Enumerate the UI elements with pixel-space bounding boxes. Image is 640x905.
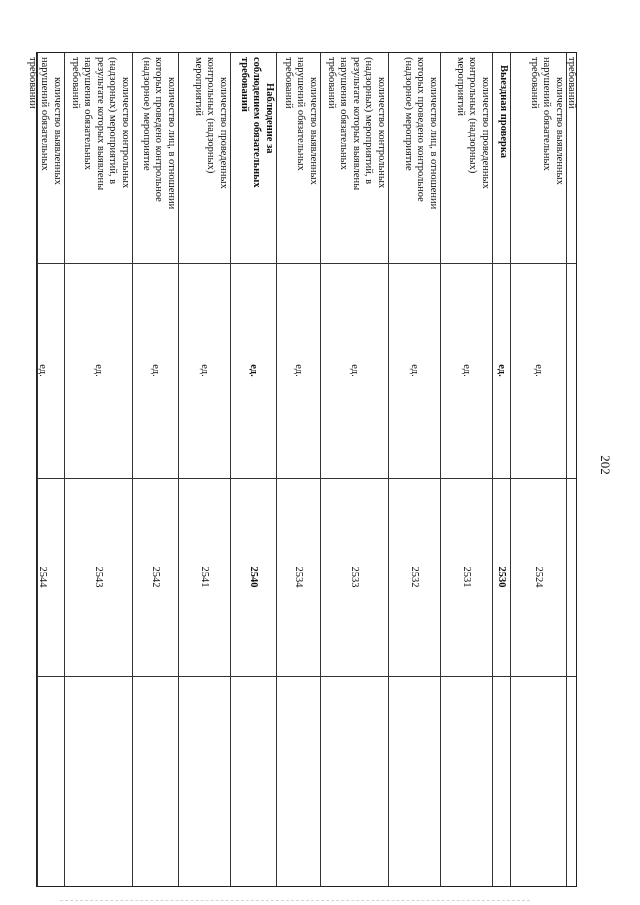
row-label-line: количество выявленных — [52, 77, 63, 185]
row-code: 2541 — [199, 566, 210, 588]
table-row — [178, 53, 230, 888]
row-label-line: количество контрольных — [120, 77, 131, 189]
row-unit: ед. — [93, 364, 104, 377]
row-unit: ед. — [533, 364, 544, 377]
table-row — [388, 53, 440, 888]
row-label-line: требований — [528, 57, 540, 109]
row-label-line: нарушения обязательных — [338, 57, 350, 170]
row-label-line: нарушений обязательных — [39, 57, 51, 171]
page-number — [585, 430, 625, 500]
row-label-line: мероприятий — [192, 57, 204, 116]
row-code: 2524 — [533, 566, 544, 588]
row-label-line: требований — [238, 57, 250, 112]
row-label-line: требований — [325, 57, 337, 109]
row-label-line: результате которых выявлены — [94, 57, 106, 191]
row-label — [237, 57, 275, 261]
row-code: 2532 — [409, 566, 420, 588]
row-label-line: количество контрольных — [376, 77, 387, 189]
row-label-line: которых проведено контрольное — [415, 57, 427, 202]
row-label-line: мероприятий — [454, 57, 466, 116]
row-label — [564, 57, 577, 261]
row-label-line: Наблюдение за — [264, 83, 275, 154]
row-unit: ед. — [293, 364, 304, 377]
row-label-line: количество лиц, в отношении — [428, 77, 439, 210]
row-label-line: контрольных (надзорных) — [467, 57, 479, 174]
table-row — [440, 53, 492, 888]
row-label — [324, 57, 387, 261]
row-code: 2533 — [349, 566, 360, 588]
row-label — [191, 57, 229, 261]
row-label-line: которых проведено контрольное — [153, 57, 165, 202]
row-label — [281, 57, 319, 261]
row-label-line: Выездная проверка — [498, 65, 509, 158]
row-label-line: количество выявленных — [554, 77, 565, 185]
table-row — [566, 53, 578, 888]
table-row — [132, 53, 178, 888]
row-unit: ед. — [409, 364, 420, 377]
row-code: 2534 — [293, 566, 304, 588]
row-code: 2544 — [37, 566, 48, 588]
row-label-line: требований — [566, 57, 577, 109]
row-unit: ед. — [150, 364, 161, 377]
table-row — [510, 53, 566, 888]
scan-artifact-line — [60, 900, 530, 901]
row-label-line: (надзорное) мероприятие — [140, 57, 152, 171]
row-label-line: количество проведенных — [480, 77, 491, 189]
row-code: 2531 — [461, 566, 472, 588]
row-label-line: требований — [26, 57, 38, 109]
row-label-line: (надзорных) мероприятий, в — [363, 57, 375, 185]
row-label-line: нарушения обязательных — [82, 57, 94, 170]
row-label-line: количество выявленных — [308, 77, 319, 185]
row-label-line: количество проведенных — [218, 77, 229, 189]
row-label-line: контрольных (надзорных) — [205, 57, 217, 174]
statistics-table — [26, 52, 577, 887]
row-code: 2540 — [248, 566, 259, 588]
row-unit: ед. — [37, 364, 48, 377]
row-unit: ед. — [248, 364, 259, 377]
row-unit: ед. — [496, 364, 507, 377]
table-row — [276, 53, 320, 888]
row-label-line: нарушений обязательных — [295, 57, 307, 171]
table-row — [492, 53, 510, 888]
row-label — [68, 57, 131, 261]
table-row — [20, 53, 64, 888]
row-unit: ед. — [461, 364, 472, 377]
row-label-line: (надзорное) мероприятие — [402, 57, 414, 171]
row-label — [401, 57, 439, 261]
row-label — [527, 57, 565, 261]
row-code: 2530 — [496, 566, 507, 588]
row-label — [496, 57, 509, 261]
table-row — [64, 53, 132, 888]
row-label-line: количество лиц, в отношении — [166, 77, 177, 210]
row-label — [139, 57, 177, 261]
table-row — [230, 53, 276, 888]
row-unit: ед. — [349, 364, 360, 377]
row-label-line: результате которых выявлены — [350, 57, 362, 191]
row-label — [25, 57, 63, 261]
table-row — [320, 53, 388, 888]
row-label-line: требований — [69, 57, 81, 109]
row-label-line: нарушений обязательных — [541, 57, 553, 171]
row-label-line: требований — [282, 57, 294, 109]
page-number-text: 202 — [598, 455, 613, 475]
row-label — [453, 57, 491, 261]
row-label-line: (надзорных) мероприятий, в — [107, 57, 119, 185]
row-code: 2542 — [150, 566, 161, 588]
row-code: 2543 — [93, 566, 104, 588]
row-unit: ед. — [199, 364, 210, 377]
row-label-line: соблюдением обязательных — [251, 57, 263, 188]
